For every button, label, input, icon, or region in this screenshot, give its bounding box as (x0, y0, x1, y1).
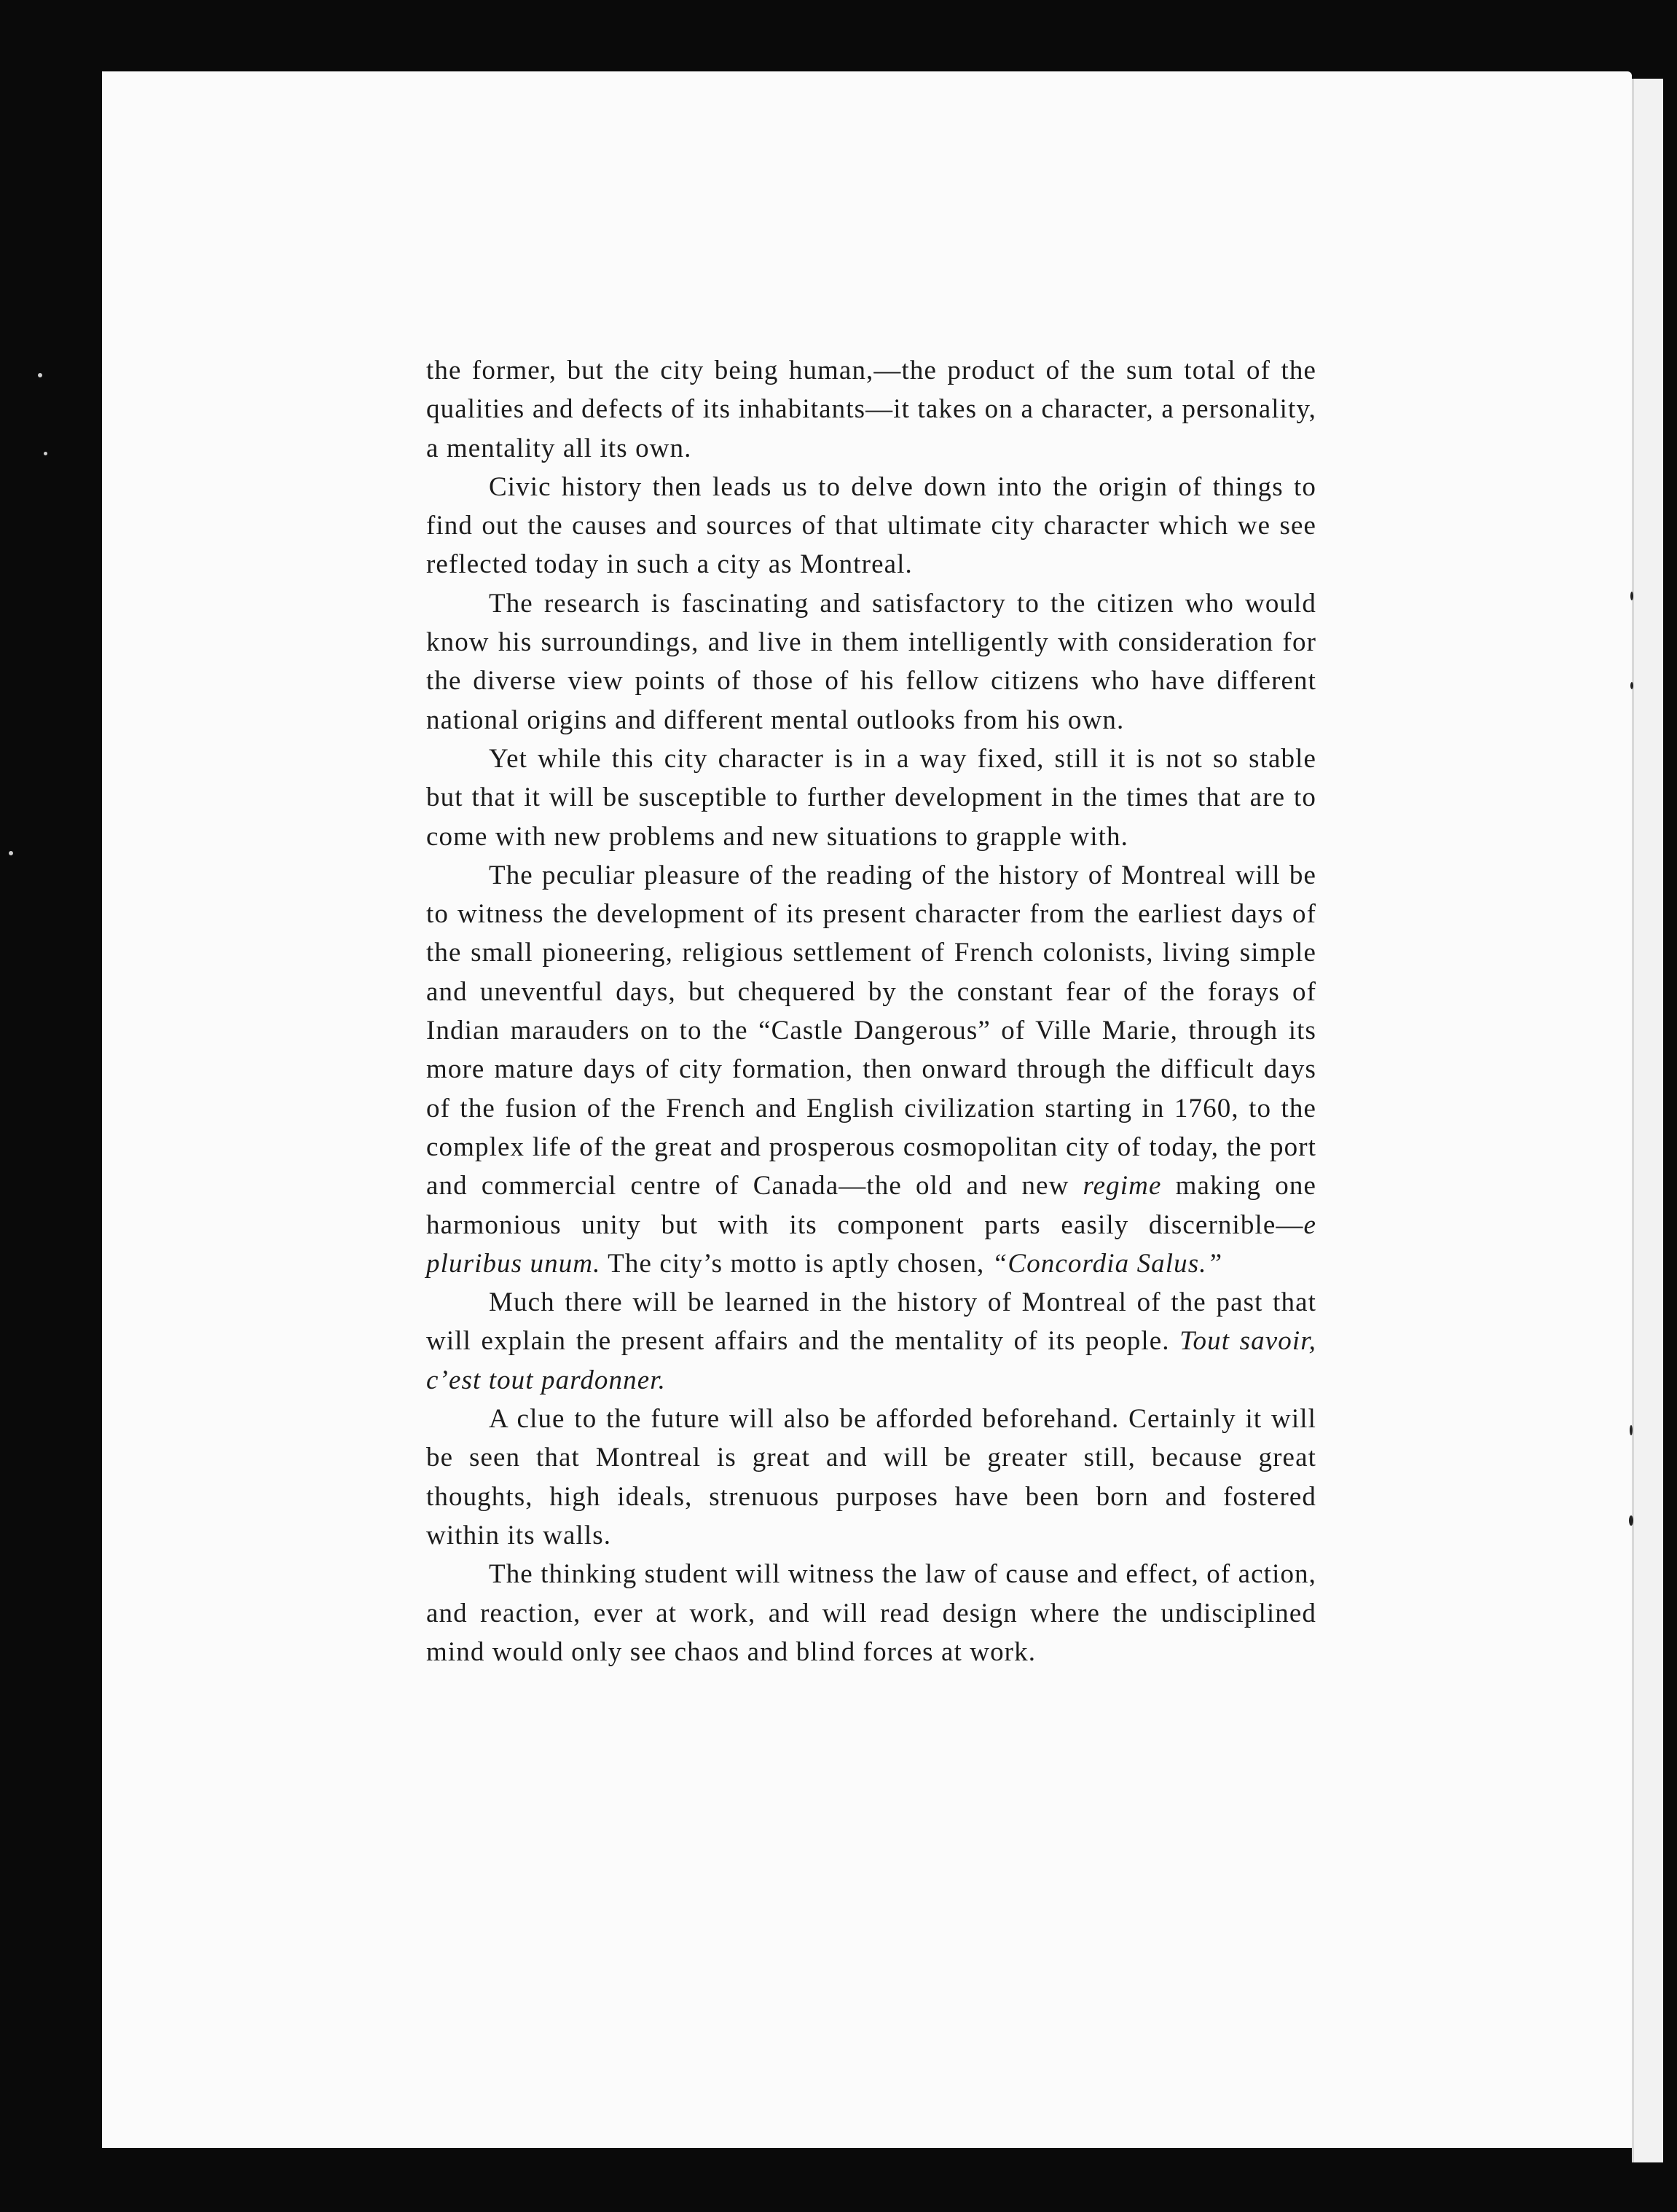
scan-speck (44, 452, 47, 455)
paragraph (426, 468, 1316, 584)
paragraph (426, 351, 1316, 468)
paragraph (426, 856, 1316, 1283)
paragraph-text: The thinking student will witness the law of cause and effect, of action, and reaction, ever at work, and will read design where the undisciplined mind would only see chaos and blind forces at work. (426, 1559, 1316, 1667)
scan-speck (1630, 592, 1633, 600)
paragraph (426, 1400, 1316, 1555)
scan-speck (1630, 682, 1633, 689)
paragraph (426, 1555, 1316, 1671)
paragraph-text: the former, but the city being human,—the product of the sum total of the qualities and defects of its inhabitants—it takes on a character, a personality, a mentality all its own. (426, 356, 1316, 463)
next-page-edge (1632, 79, 1663, 2162)
paragraph (426, 740, 1316, 856)
scan-speck (1630, 1425, 1633, 1435)
paragraph-text: The research is fascinating and satisfactory to the citizen who would know his surroundings, and live in them intelligently with consideration for the diverse view points of those of his fellow citizens who have different national origins and different mental outlooks from his own. (426, 588, 1316, 735)
italic-text: Tout savoir, c’est tout pardonner. (426, 1326, 1317, 1395)
italic-text: e pluribus unum. (426, 1209, 1316, 1279)
scan-speck (1629, 1515, 1633, 1526)
paragraph-text: The city’s motto is aptly chosen, (600, 1248, 992, 1279)
italic-text: regime (1083, 1171, 1162, 1201)
paragraph-text: The peculiar pleasure of the reading of the history of Montreal will be to witness the development of its present character from the earliest days of the small pioneering, religious settlement of French colonists, living simple and uneventful days, but chequered by the constant fear of the forays of Indian marauders on to the “Castle Dangerous” of Ville Marie, through its more mature days of city formation, then onward through the difficult days of the fusion of the French and English civilization starting in 1760, to the complex life of the great and prosperous cosmopolitan city of today, the port and commercial centre of Canada—the old and new (426, 860, 1316, 1201)
paragraph-text: Much there will be learned in the history of Montreal of the past that will explain the present affairs and the mentality of its people. (426, 1287, 1316, 1357)
paragraph (426, 584, 1316, 740)
paragraph-text: making one harmonious unity but with its component parts easily discernible— (426, 1171, 1316, 1240)
scan-speck (38, 373, 42, 377)
paragraph-text: A clue to the future will also be afforded beforehand. Certainly it will be seen that Montreal is great and will be greater still, because great thoughts, high ideals, strenuous purposes have been born and fostered within its walls. (426, 1404, 1316, 1550)
scan-speck (9, 851, 13, 855)
paragraph-text: Yet while this city character is in a way fixed, still it is not so stable but that it will be susceptible to further development in the times that are to come with new problems and new situations to grapple with. (426, 743, 1316, 852)
body-text (426, 351, 1316, 1671)
paragraph (426, 1283, 1316, 1400)
paragraph-text: Civic history then leads us to delve down into the origin of things to find out the causes and sources of that ultimate city character which we see reflected today in such a city as Montreal. (426, 471, 1316, 580)
italic-text: “Concordia Salus.” (991, 1248, 1223, 1279)
